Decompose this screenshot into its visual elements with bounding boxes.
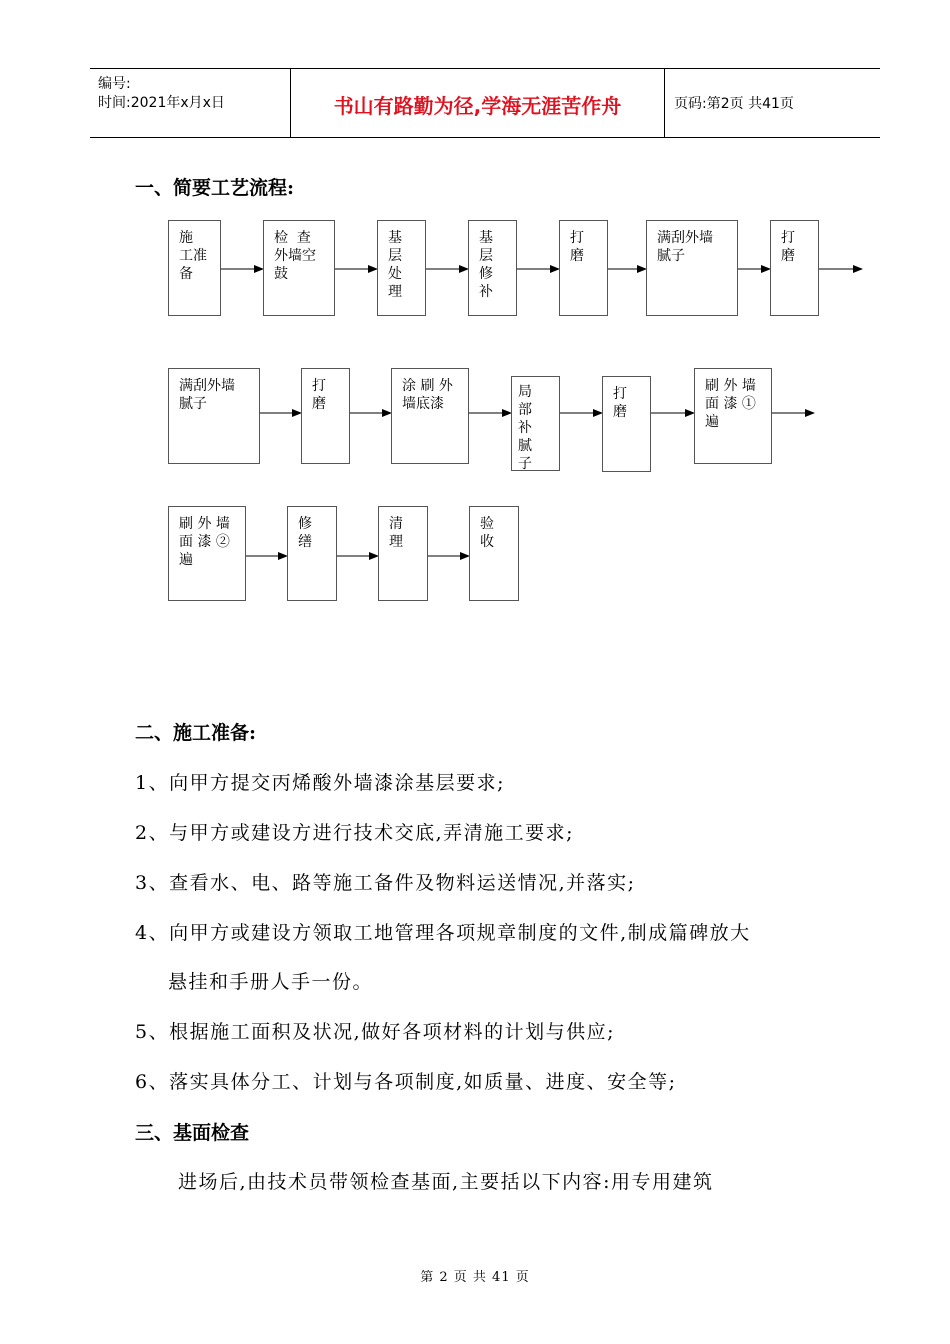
flow-step-label: 满刮外墙 腻子 xyxy=(657,230,713,264)
flow-step-putty-2 xyxy=(168,368,260,464)
flow-step-base-treatment xyxy=(377,220,426,316)
flow-step-label: 施 工准 备 xyxy=(179,230,207,282)
flow-step-label: 局 部 补 腻 子 xyxy=(518,384,532,472)
flow-step-label: 涂 刷 外 墙底漆 xyxy=(402,378,453,412)
flow-step-label: 清 理 xyxy=(389,516,403,550)
flow-step-repair xyxy=(287,506,337,601)
flow-step-topcoat-1 xyxy=(694,368,772,464)
prep-item-6: 6、落实具体分工、计划与各项制度,如质量、进度、安全等; xyxy=(135,1071,677,1093)
prep-item-3: 3、查看水、电、路等施工备件及物料运送情况,并落实; xyxy=(135,872,636,894)
flow-step-check-hollowing xyxy=(263,220,335,316)
flow-step-sanding-4 xyxy=(602,376,651,472)
flow-step-label: 基 层 处 理 xyxy=(388,230,402,300)
prep-item-2: 2、与甲方或建设方进行技术交底,弄清施工要求; xyxy=(135,822,575,844)
flow-step-topcoat-2 xyxy=(168,506,246,601)
base-inspection-paragraph: 进场后,由技术员带领检查基面,主要括以下内容:用专用建筑 xyxy=(178,1171,714,1193)
page-footer: 第 2 页 共 41 页 xyxy=(420,1270,530,1285)
document-number: 编号: xyxy=(98,76,131,92)
flow-step-base-repair xyxy=(468,220,517,316)
section-heading-process: 一、简要工艺流程: xyxy=(135,177,295,199)
prep-item-4: 4、向甲方或建设方领取工地管理各项规章制度的文件,制成篇碑放大 xyxy=(135,922,751,944)
prep-item-4-continued: 悬挂和手册人手一份。 xyxy=(168,971,374,993)
section-heading-base-inspection: 三、基面检查 xyxy=(135,1122,250,1144)
flow-step-label: 打 磨 xyxy=(312,378,326,412)
flow-step-label: 刷 外 墙 面 漆 ① 遍 xyxy=(705,378,756,430)
flow-step-putty-1 xyxy=(646,220,738,316)
flow-step-label: 打 磨 xyxy=(613,386,627,420)
document-time: 时间:2021年x月x日 xyxy=(98,95,225,111)
flow-step-sanding-2 xyxy=(770,220,819,316)
header-motto: 书山有路勤为径,学海无涯苦作舟 xyxy=(333,94,622,118)
flow-step-label: 满刮外墙 腻子 xyxy=(179,378,235,412)
flow-step-sanding-1 xyxy=(559,220,608,316)
flow-step-label: 修 缮 xyxy=(298,516,312,550)
header-page-number: 页码:第2页 共41页 xyxy=(674,96,794,112)
flow-step-cleanup xyxy=(378,506,428,601)
flow-step-sanding-3 xyxy=(301,368,350,464)
flow-step-spot-putty xyxy=(511,376,560,471)
flow-step-label: 刷 外 墙 面 漆 ② 遍 xyxy=(179,516,230,568)
flow-step-label: 基 层 修 补 xyxy=(479,230,493,300)
flow-step-label: 检 查 外墙空 鼓 xyxy=(274,230,316,282)
flow-step-construction-prep xyxy=(168,220,221,316)
flow-step-label: 打 磨 xyxy=(570,230,584,264)
prep-item-1: 1、向甲方提交丙烯酸外墙漆涂基层要求; xyxy=(135,772,505,794)
section-heading-preparation: 二、施工准备: xyxy=(135,722,257,744)
flow-step-label: 验 收 xyxy=(480,516,494,550)
flow-step-acceptance xyxy=(469,506,519,601)
prep-item-5: 5、根据施工面积及状况,做好各项材料的计划与供应; xyxy=(135,1021,616,1043)
flow-step-label: 打 磨 xyxy=(781,230,795,264)
flow-step-primer xyxy=(391,368,469,464)
